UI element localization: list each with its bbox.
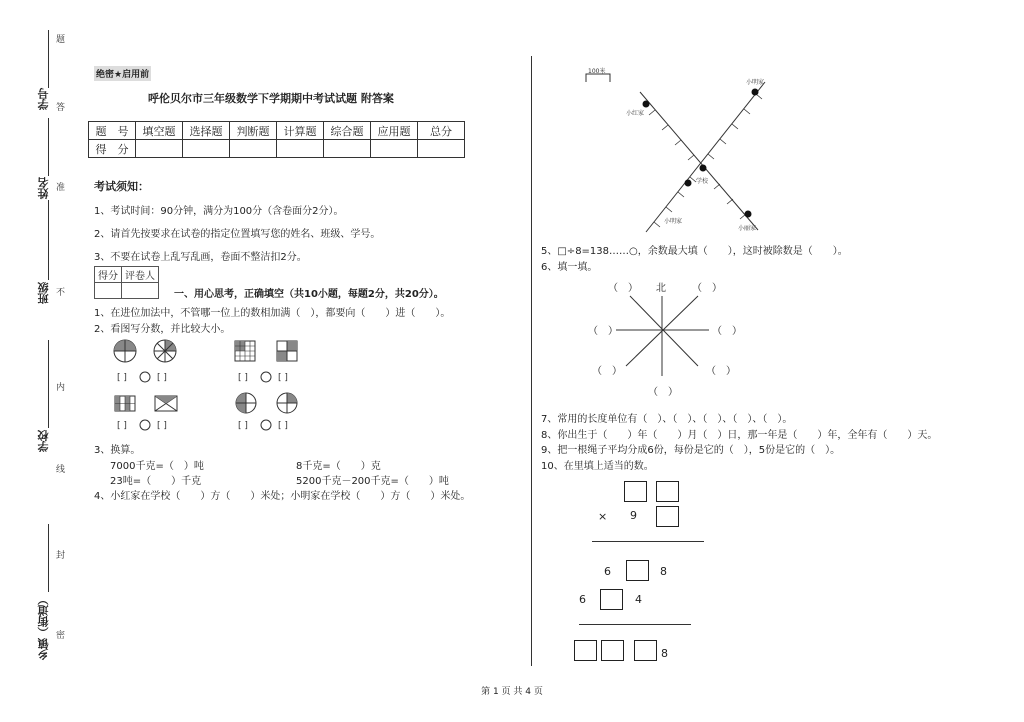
score-header-cell: 总分: [418, 122, 465, 140]
margin-char: 题: [56, 35, 66, 45]
map-label: 小丽家: [738, 225, 757, 232]
svg-text:[ ]: [ ]: [278, 373, 288, 383]
page-footer: 第 1 页 共 4 页: [481, 687, 543, 697]
student-id-line: [48, 30, 49, 88]
question-6: 6、填一填。: [541, 262, 598, 273]
digit: 9: [630, 509, 637, 522]
secret-tag: 绝密★启用前: [94, 66, 151, 81]
margin-char: 内: [56, 383, 66, 393]
compass-diagram: [582, 278, 752, 402]
question-5: 5、□÷8=138……○，余数最大填（ ），这时被除数是（ ）。: [541, 246, 848, 257]
compare-row: [117, 372, 288, 383]
score-cell[interactable]: [277, 140, 324, 158]
school-map: [580, 62, 790, 238]
digit: 8: [661, 647, 668, 660]
margin-char: 答: [56, 103, 66, 113]
svg-text:[ ]: [ ]: [157, 421, 167, 431]
grader-score-label: 得分: [95, 267, 122, 283]
answer-box[interactable]: [574, 640, 597, 661]
margin-char: 密: [56, 631, 66, 641]
notice-item: 1、考试时间：90分钟，满分为100分（含卷面分2分）。: [94, 206, 344, 217]
conversion-item: 8千克=（ ）克: [296, 461, 381, 472]
svg-text:[ ]: [ ]: [117, 421, 127, 431]
answer-box[interactable]: [624, 481, 647, 502]
score-cell[interactable]: [324, 140, 371, 158]
grader-reviewer-cell[interactable]: [122, 283, 159, 299]
conversion-item: 23吨=（ ）千克: [110, 476, 202, 487]
score-header-cell: 应用题: [371, 122, 418, 140]
margin-char: 封: [56, 551, 66, 561]
margin-char: 不: [56, 288, 66, 298]
grader-score-cell[interactable]: [95, 283, 122, 299]
sum-line: [592, 541, 704, 542]
conversion-item: 7000千克=（ ）吨: [110, 461, 204, 472]
compass-blank: （ ）: [648, 387, 678, 398]
answer-box[interactable]: [601, 640, 624, 661]
sum-line: [579, 624, 691, 625]
score-header-cell: 题 号: [89, 122, 136, 140]
margin-char: 准: [56, 183, 66, 193]
score-header-cell: 计算题: [277, 122, 324, 140]
score-cell[interactable]: [183, 140, 230, 158]
fraction-rect: [155, 396, 177, 411]
times-sign: ×: [598, 510, 608, 523]
notice-heading: 考试须知：: [94, 180, 149, 193]
score-cell[interactable]: [230, 140, 277, 158]
map-label: 小红家: [626, 110, 645, 117]
grader-reviewer-label: 评卷人: [122, 267, 159, 283]
notice-item: 3、不要在试卷上乱写乱画，卷面不整洁扣2分。: [94, 252, 307, 263]
map-scale-label: 100米: [588, 68, 606, 75]
school-label: 学校: [37, 430, 50, 452]
fraction-square: [277, 341, 297, 361]
question-8: 8、你出生于（ ）年（ ）月（ ）日，那一年是（ ）年，全年有（ ）天。: [541, 430, 938, 441]
score-cell[interactable]: [418, 140, 465, 158]
class-line: [48, 200, 49, 280]
score-cell[interactable]: [371, 140, 418, 158]
score-header-cell: 填空题: [136, 122, 183, 140]
compass-blank: （ ）: [706, 366, 736, 377]
fraction-circle: [277, 393, 297, 413]
svg-text:[ ]: [ ]: [238, 373, 248, 383]
student-id-label: 学号: [37, 88, 50, 110]
fraction-circle: [236, 393, 256, 413]
compass-north: 北: [656, 283, 666, 294]
name-label: 姓名: [37, 177, 50, 199]
compass-blank: （ ）: [592, 366, 622, 377]
name-line: [48, 118, 49, 176]
score-header-row: [89, 122, 465, 140]
school-line: [48, 340, 49, 428]
digit: 8: [660, 565, 667, 578]
digit: 6: [579, 593, 586, 606]
answer-box[interactable]: [600, 589, 623, 610]
score-cell[interactable]: [136, 140, 183, 158]
score-header-cell: 判断题: [230, 122, 277, 140]
margin-char: 线: [56, 465, 66, 475]
score-value-row: [89, 140, 465, 158]
svg-text:[ ]: [ ]: [238, 421, 248, 431]
grader-box: [94, 266, 159, 299]
compass-blank: （ ）: [712, 326, 742, 337]
answer-box[interactable]: [626, 560, 649, 581]
page-title: 呼伦贝尔市三年级数学下学期期中考试试题 附答案: [148, 92, 394, 105]
fraction-circle: [114, 340, 136, 362]
score-row-label: 得 分: [89, 140, 136, 158]
town-label: 乡镇（街道）: [37, 594, 50, 660]
fraction-circle: [154, 340, 176, 362]
compass-blank: （ ）: [608, 283, 638, 294]
town-line: [48, 524, 49, 592]
question-9: 9、把一根绳子平均分成6份，每份是它的（ ），5份是它的（ ）。: [541, 445, 841, 456]
compare-row: [117, 420, 288, 431]
fraction-square: [235, 341, 255, 361]
question-2: 2、看图写分数，并比较大小。: [94, 324, 231, 335]
svg-text:[ ]: [ ]: [278, 421, 288, 431]
conversion-item: 5200千克－200千克=（ ）吨: [296, 476, 449, 487]
digit: 6: [604, 565, 611, 578]
question-10: 10、在里填上适当的数。: [541, 461, 654, 472]
answer-box[interactable]: [634, 640, 657, 661]
fraction-figures: [105, 336, 310, 436]
question-3: 3、换算。: [94, 445, 141, 456]
map-label: 学校: [696, 178, 709, 185]
svg-text:[ ]: [ ]: [157, 373, 167, 383]
answer-box[interactable]: [656, 481, 679, 502]
digit: 4: [635, 593, 642, 606]
notice-item: 2、请首先按要求在试卷的指定位置填写您的姓名、班级、学号。: [94, 229, 381, 240]
answer-box[interactable]: [656, 506, 679, 527]
fraction-rect: [115, 396, 135, 411]
section-one-title: 一、用心思考，正确填空（共10小题，每题2分，共20分）。: [174, 289, 444, 300]
compass-blank: （ ）: [692, 283, 722, 294]
map-label: 小明家: [664, 218, 683, 225]
question-4: 4、小红家在学校（ ）方（ ）米处；小明家在学校（ ）方（ ）米处。: [94, 491, 471, 502]
question-7: 7、常用的长度单位有（ ）、（ ）、（ ）、（ ）、（ ）。: [541, 414, 793, 425]
compass-blank: （ ）: [588, 326, 618, 337]
svg-text:[ ]: [ ]: [117, 373, 127, 383]
question-1: 1、在进位加法中，不管哪一位上的数相加满（ ），都要向（ ）进（ ）。: [94, 308, 451, 319]
map-label: 小明家: [746, 79, 765, 86]
score-table: [88, 121, 465, 158]
score-header-cell: 选择题: [183, 122, 230, 140]
score-header-cell: 综合题: [324, 122, 371, 140]
class-label: 班级: [37, 282, 50, 304]
column-divider: [531, 56, 532, 666]
